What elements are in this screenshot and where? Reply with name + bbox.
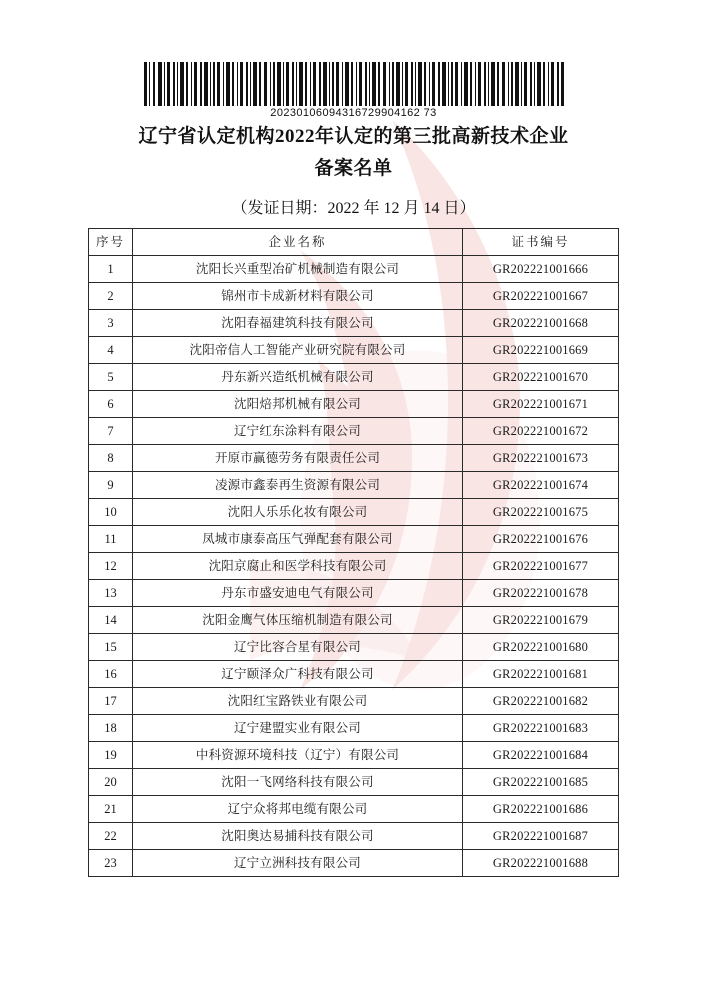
cell-enterprise-name: 辽宁红东涂料有限公司: [133, 418, 463, 445]
cell-enterprise-name: 沈阳京腐止和医学科技有限公司: [133, 553, 463, 580]
column-header-name: 企业名称: [133, 229, 463, 256]
table-header-row: [89, 229, 619, 256]
cell-enterprise-name: 沈阳焙邦机械有限公司: [133, 391, 463, 418]
cell-no: 11: [89, 526, 133, 553]
table-row: [89, 688, 619, 715]
cell-certificate-number: GR202221001683: [463, 715, 619, 742]
cell-certificate-number: GR202221001672: [463, 418, 619, 445]
cell-no: 9: [89, 472, 133, 499]
table-row: [89, 850, 619, 877]
column-header-no: 序号: [89, 229, 133, 256]
cell-no: 21: [89, 796, 133, 823]
barcode-block: [144, 62, 564, 119]
cell-certificate-number: GR202221001680: [463, 634, 619, 661]
cell-certificate-number: GR202221001685: [463, 769, 619, 796]
cell-no: 10: [89, 499, 133, 526]
cell-certificate-number: GR202221001682: [463, 688, 619, 715]
cell-enterprise-name: 沈阳一飞网络科技有限公司: [133, 769, 463, 796]
cell-enterprise-name: 沈阳奥达易捕科技有限公司: [133, 823, 463, 850]
cell-no: 18: [89, 715, 133, 742]
cell-no: 13: [89, 580, 133, 607]
cell-no: 12: [89, 553, 133, 580]
table-row: [89, 553, 619, 580]
cell-certificate-number: GR202221001686: [463, 796, 619, 823]
table-row: [89, 742, 619, 769]
cell-certificate-number: GR202221001681: [463, 661, 619, 688]
cell-no: 14: [89, 607, 133, 634]
cell-enterprise-name: 沈阳春福建筑科技有限公司: [133, 310, 463, 337]
cell-certificate-number: GR202221001679: [463, 607, 619, 634]
cell-enterprise-name: 沈阳红宝路铁业有限公司: [133, 688, 463, 715]
cell-certificate-number: GR202221001684: [463, 742, 619, 769]
cell-no: 3: [89, 310, 133, 337]
cell-certificate-number: GR202221001687: [463, 823, 619, 850]
table-row: [89, 337, 619, 364]
barcode-icon: [144, 62, 564, 106]
cell-enterprise-name: 辽宁比容合星有限公司: [133, 634, 463, 661]
cell-no: 2: [89, 283, 133, 310]
cell-certificate-number: GR202221001669: [463, 337, 619, 364]
table-row: [89, 769, 619, 796]
cell-no: 5: [89, 364, 133, 391]
cell-enterprise-name: 锦州市卡成新材料有限公司: [133, 283, 463, 310]
cell-enterprise-name: 沈阳长兴重型冶矿机械制造有限公司: [133, 256, 463, 283]
cell-enterprise-name: 沈阳人乐乐化妆有限公司: [133, 499, 463, 526]
barcode-number: 20230106094316729904162 73: [270, 107, 437, 119]
cell-no: 22: [89, 823, 133, 850]
cell-certificate-number: GR202221001676: [463, 526, 619, 553]
cell-certificate-number: GR202221001677: [463, 553, 619, 580]
cell-certificate-number: GR202221001675: [463, 499, 619, 526]
cell-enterprise-name: 丹东市盛安迪电气有限公司: [133, 580, 463, 607]
cell-no: 17: [89, 688, 133, 715]
cell-no: 20: [89, 769, 133, 796]
table-row: [89, 634, 619, 661]
cell-enterprise-name: 丹东新兴造纸机械有限公司: [133, 364, 463, 391]
cell-enterprise-name: 凤城市康泰高压气弹配套有限公司: [133, 526, 463, 553]
table-row: [89, 472, 619, 499]
cell-no: 7: [89, 418, 133, 445]
table-row: [89, 445, 619, 472]
cell-no: 23: [89, 850, 133, 877]
page-title: [88, 121, 619, 185]
table-row: [89, 796, 619, 823]
cell-certificate-number: GR202221001674: [463, 472, 619, 499]
table-row: [89, 418, 619, 445]
table-row: [89, 499, 619, 526]
cell-enterprise-name: 辽宁颐泽众广科技有限公司: [133, 661, 463, 688]
table-row: [89, 364, 619, 391]
cell-certificate-number: GR202221001670: [463, 364, 619, 391]
table-row: [89, 823, 619, 850]
cell-certificate-number: GR202221001673: [463, 445, 619, 472]
cell-enterprise-name: 开原市赢德劳务有限责任公司: [133, 445, 463, 472]
cell-enterprise-name: 辽宁建盟实业有限公司: [133, 715, 463, 742]
page-title-line2: 备案名单: [314, 158, 393, 179]
cell-certificate-number: GR202221001667: [463, 283, 619, 310]
cell-certificate-number: GR202221001666: [463, 256, 619, 283]
cell-enterprise-name: 辽宁众将邦电缆有限公司: [133, 796, 463, 823]
cell-enterprise-name: 辽宁立洲科技有限公司: [133, 850, 463, 877]
table-row: [89, 526, 619, 553]
cell-no: 16: [89, 661, 133, 688]
cell-enterprise-name: 凌源市鑫泰再生资源有限公司: [133, 472, 463, 499]
table-row: [89, 310, 619, 337]
page-title-line1: 辽宁省认定机构2022年认定的第三批高新技术企业: [138, 126, 569, 147]
table-row: [89, 283, 619, 310]
cell-enterprise-name: 沈阳金鹰气体压缩机制造有限公司: [133, 607, 463, 634]
enterprise-listing-table: [88, 228, 619, 877]
cell-no: 19: [89, 742, 133, 769]
cell-certificate-number: GR202221001671: [463, 391, 619, 418]
column-header-cert: 证书编号: [463, 229, 619, 256]
issue-date: （发证日期：2022 年 12 月 14 日）: [231, 200, 476, 217]
cell-no: 8: [89, 445, 133, 472]
cell-enterprise-name: 中科资源环境科技（辽宁）有限公司: [133, 742, 463, 769]
cell-no: 1: [89, 256, 133, 283]
cell-no: 15: [89, 634, 133, 661]
table-row: [89, 580, 619, 607]
table-row: [89, 256, 619, 283]
cell-certificate-number: GR202221001688: [463, 850, 619, 877]
table-row: [89, 391, 619, 418]
table-row: [89, 661, 619, 688]
cell-enterprise-name: 沈阳帝信人工智能产业研究院有限公司: [133, 337, 463, 364]
cell-certificate-number: GR202221001668: [463, 310, 619, 337]
cell-no: 6: [89, 391, 133, 418]
cell-no: 4: [89, 337, 133, 364]
cell-certificate-number: GR202221001678: [463, 580, 619, 607]
table-row: [89, 715, 619, 742]
table-row: [89, 607, 619, 634]
